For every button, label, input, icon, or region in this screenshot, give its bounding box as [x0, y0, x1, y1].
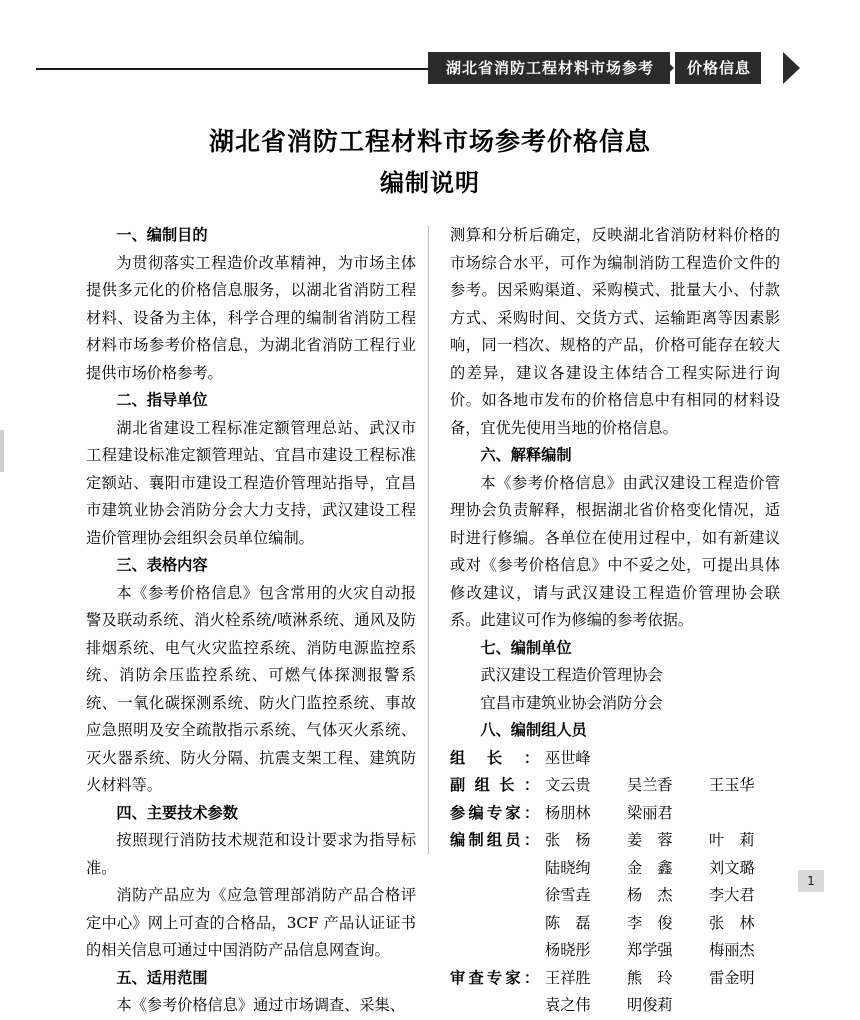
staff-row — [450, 855, 780, 883]
staff-role-label: 编制组员： — [450, 831, 539, 849]
staff-name: 巫世峰 — [545, 748, 591, 767]
staff-name-group — [545, 800, 673, 828]
staff-name: 徐雪垚 — [545, 886, 591, 904]
body-paragraph: 消防产品应为《应急管理部消防产品合格评定中心》网上可查的合格品，3CF 产品认证证书的相关信息可通过中国消防产品信息网查询。 — [86, 886, 416, 959]
staff-row — [450, 745, 780, 773]
staff-name: 袁之伟 — [545, 996, 591, 1014]
column-divider — [428, 226, 429, 854]
staff-row — [450, 800, 780, 828]
body-paragraph: 按照现行消防技术规范和设计要求为指导标准。 — [86, 831, 416, 877]
staff-name-group — [545, 937, 755, 965]
header-tab-secondary: 价格信息 — [675, 52, 761, 84]
body-paragraph: 本《参考价格信息》由武汉建设工程造价管理协会负责解释，根据湖北省价格变化情况，适时进行修编。各单位在使用过程中，如有新建议或对《参考价格信息》中不妥之处，可提出具体修改建议，请与武汉建设工程造价管理协会联系。此建议可作为修编的参考依据。 — [450, 473, 780, 629]
body-paragraph: 宜昌市建筑业协会消防分会 — [480, 693, 663, 712]
section-heading: 三、表格内容 — [116, 556, 208, 574]
staff-name: 李大君 — [709, 886, 755, 904]
staff-row — [450, 772, 780, 800]
staff-name-group — [545, 992, 673, 1020]
staff-name: 杨晓彤 — [545, 941, 591, 959]
staff-name: 陆晓绚 — [545, 858, 591, 877]
staff-name-group — [545, 745, 591, 773]
page-header — [0, 52, 860, 86]
staff-name: 梁丽君 — [627, 803, 673, 822]
left-column — [86, 222, 416, 1020]
section-heading: 一、编制目的 — [116, 226, 208, 244]
page-number-badge: 1 — [798, 870, 824, 892]
body-paragraph: 湖北省建设工程标准定额管理总站、武汉市工程建设标准定额管理站、宜昌市建设工程标准定额站、襄阳市建设工程造价管理站指导，宜昌市建筑业协会消防分会大力支持，武汉建设工程造价管理协会组织会员单位编制。 — [86, 418, 416, 547]
staff-row — [450, 965, 780, 993]
staff-name-group — [545, 827, 755, 855]
section-heading: 六、解释编制 — [480, 446, 572, 464]
right-column — [450, 222, 780, 1020]
section-heading: 二、指导单位 — [116, 391, 208, 409]
staff-row — [450, 882, 780, 910]
body-paragraph: 武汉建设工程造价管理协会 — [480, 666, 663, 684]
body-paragraph: 本《参考价格信息》包含常用的火灾自动报警及联动系统、消火栓系统/喷淋系统、通风及防排烟系统、电气火灾监控系统、消防电源监控系统、消防余压监控系统、可燃气体探测报警系统、一氧化碳探测系统、防火门监控系统、事故应急照明及安全疏散指示系统、气体灭火系统、灭火器系统、防火分隔、抗震支架工程、建筑防火材料等。 — [86, 583, 416, 794]
staff-name: 王玉华 — [709, 776, 755, 794]
staff-name: 梅丽杰 — [709, 941, 755, 959]
staff-name: 杨 杰 — [627, 886, 673, 904]
staff-name: 杨朋林 — [545, 803, 591, 822]
staff-name-group — [545, 882, 755, 910]
staff-name: 刘文璐 — [709, 858, 755, 877]
staff-name: 吴兰香 — [627, 776, 673, 794]
staff-row — [450, 937, 780, 965]
staff-name-group — [545, 965, 755, 993]
staff-name: 文云贵 — [545, 776, 591, 794]
staff-row — [450, 910, 780, 938]
body-paragraph: 为贯彻落实工程造价改革精神，为市场主体提供多元化的价格信息服务，以湖北省消防工程材料、设备为主体，科学合理的编制省消防工程材料市场参考价格信息，为湖北省消防工程行业提供市场价格参考。 — [86, 253, 416, 382]
section-heading: 五、适用范围 — [116, 968, 208, 987]
section-heading: 四、主要技术参数 — [116, 803, 238, 822]
staff-role-label: 审查专家： — [450, 968, 539, 987]
staff-name: 叶 莉 — [709, 831, 755, 849]
staff-name: 李 俊 — [627, 913, 673, 932]
staff-name: 郑学强 — [627, 941, 673, 959]
staff-name: 明俊莉 — [627, 996, 673, 1014]
staff-row — [450, 992, 780, 1020]
section-heading: 七、编制单位 — [480, 638, 572, 657]
header-arrow-primary-icon — [657, 52, 674, 84]
staff-name: 雷金明 — [709, 968, 755, 987]
page-edge-mark — [0, 430, 4, 472]
body-paragraph: 测算和分析后确定，反映湖北省消防材料价格的市场综合水平，可作为编制消防工程造价文件的参考。因采购渠道、采购模式、批量大小、付款方式、采购时间、交货方式、运输距离等因素影响，同一档次、规格的产品，价格可能存在较大的差异，建议各建设主体结合工程实际进行询价。如各地市发布的价格信息中有相同的材料设备，宜优先使用当地的价格信息。 — [450, 226, 780, 437]
page-title: 湖北省消防工程材料市场参考价格信息 — [208, 127, 651, 156]
staff-name: 张 杨 — [545, 831, 591, 849]
staff-name: 熊 玲 — [627, 968, 673, 987]
staff-role-label: 参编专家： — [450, 803, 539, 822]
section-heading: 八、编制组人员 — [480, 721, 587, 739]
staff-name-group — [545, 855, 755, 883]
staff-name: 姜 蓉 — [627, 831, 673, 849]
staff-name-group — [545, 772, 755, 800]
header-arrow-secondary-icon — [783, 52, 800, 84]
header-rule — [36, 68, 428, 70]
staff-row — [450, 827, 780, 855]
staff-name: 王祥胜 — [545, 968, 591, 987]
staff-name-group — [545, 910, 755, 938]
header-tab-primary: 湖北省消防工程材料市场参考 — [428, 52, 670, 84]
staff-role-label: 组长： — [450, 748, 539, 767]
staff-name: 张 林 — [709, 913, 755, 932]
page-subtitle: 编制说明 — [380, 169, 480, 197]
body-paragraph: 本《参考价格信息》通过市场调查、采集、 — [116, 996, 405, 1014]
staff-name: 金 鑫 — [627, 858, 673, 877]
staff-name: 陈 磊 — [545, 913, 591, 932]
staff-role-label: 副组长： — [450, 776, 539, 794]
